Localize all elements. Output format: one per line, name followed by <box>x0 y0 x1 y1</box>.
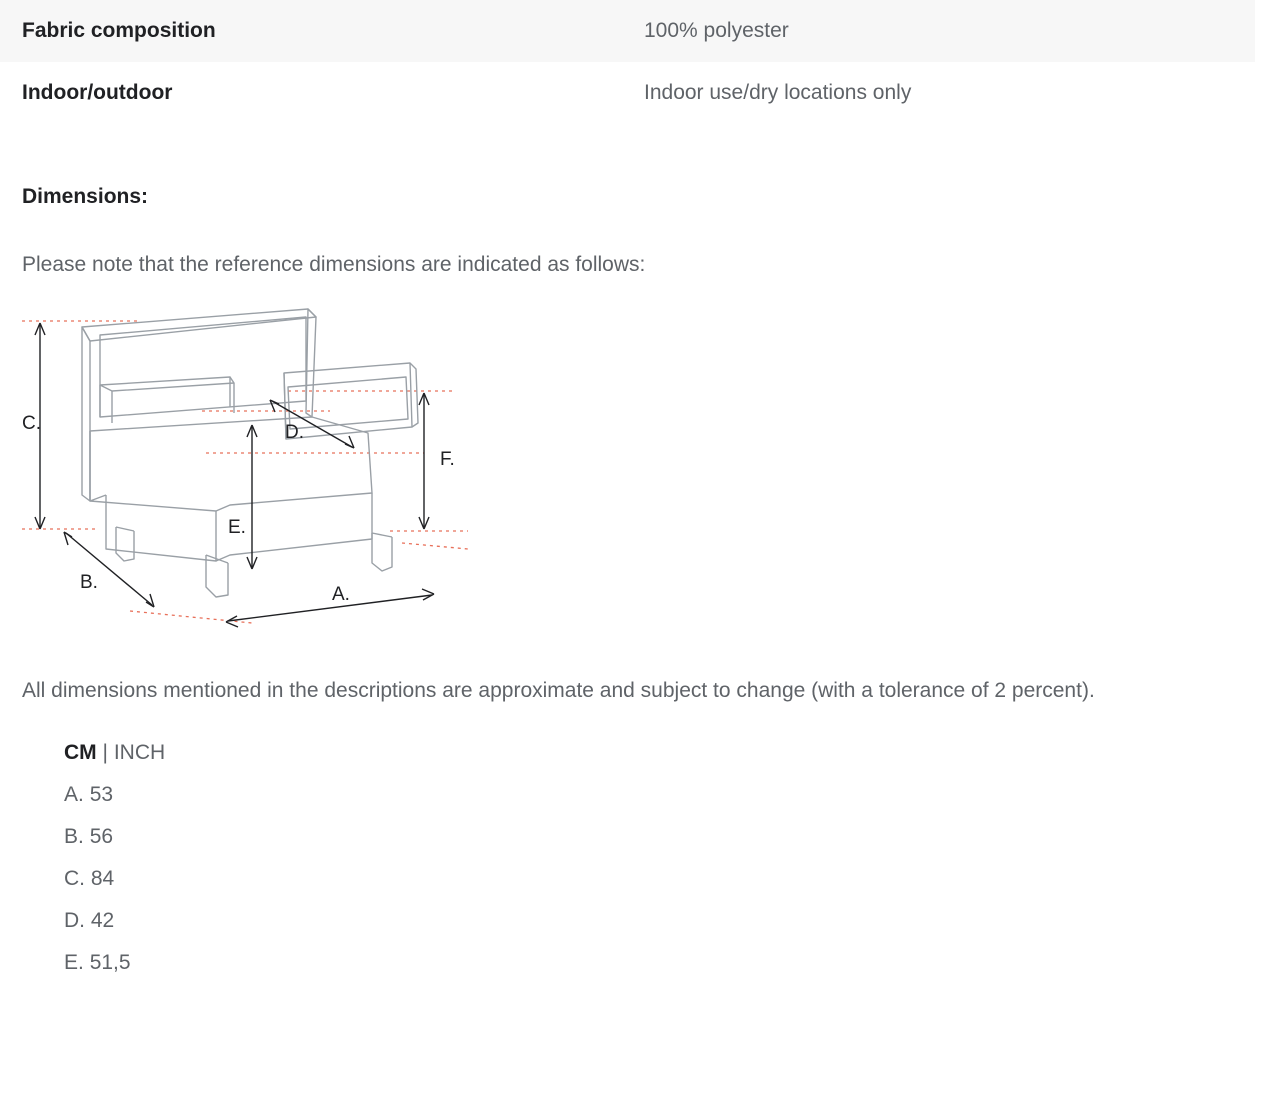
list-item <box>64 783 1248 807</box>
measure-key: D. <box>64 909 85 933</box>
dimension-disclaimer: All dimensions mentioned in the descriptions are approximate and subject to change (with a tolerance of 2 percent). <box>22 678 1095 702</box>
label-e: E. <box>228 516 246 538</box>
measure-value: 51,5 <box>89 951 131 975</box>
measure-value: 84 <box>90 867 115 891</box>
spec-label: Fabric composition <box>0 0 620 62</box>
measure-value: 42 <box>90 909 115 933</box>
list-item <box>64 909 1248 933</box>
measure-value: 56 <box>89 825 114 849</box>
label-a: A. <box>332 583 350 605</box>
list-item <box>64 825 1248 849</box>
label-f: F. <box>440 448 455 470</box>
table-row <box>0 62 1255 124</box>
specifications-table <box>0 0 1255 125</box>
measure-key: A. <box>64 783 84 807</box>
spec-label: Indoor/outdoor <box>22 81 173 105</box>
measure-key: B. <box>64 825 84 849</box>
unit-cm[interactable]: CM <box>64 741 97 765</box>
unit-separator: | <box>102 741 108 765</box>
label-d: D. <box>285 421 304 443</box>
unit-toggle[interactable] <box>64 741 1248 765</box>
label-c: C. <box>22 412 41 434</box>
label-b: B. <box>80 571 98 593</box>
measure-key: E. <box>64 951 84 975</box>
measure-key: C. <box>64 867 85 891</box>
diagram-letter-labels <box>22 413 455 605</box>
table-row <box>0 0 1255 62</box>
dimensions-heading: Dimensions: <box>22 184 149 208</box>
specifications-table-body <box>0 0 1255 125</box>
measure-value: 53 <box>89 783 114 807</box>
list-item <box>64 951 1248 975</box>
dimensions-section <box>0 185 1270 976</box>
unit-inch[interactable]: INCH <box>113 741 166 765</box>
spec-value: Indoor use/dry locations only <box>644 81 912 105</box>
list-item <box>64 867 1248 891</box>
reference-note: Please note that the reference dimensions are indicated as follows: <box>22 252 646 276</box>
armchair-dimension-diagram <box>20 305 1248 645</box>
measurement-list <box>22 741 1248 975</box>
spec-value: 100% polyester <box>620 0 1255 62</box>
armchair-diagram-svg <box>20 305 520 645</box>
